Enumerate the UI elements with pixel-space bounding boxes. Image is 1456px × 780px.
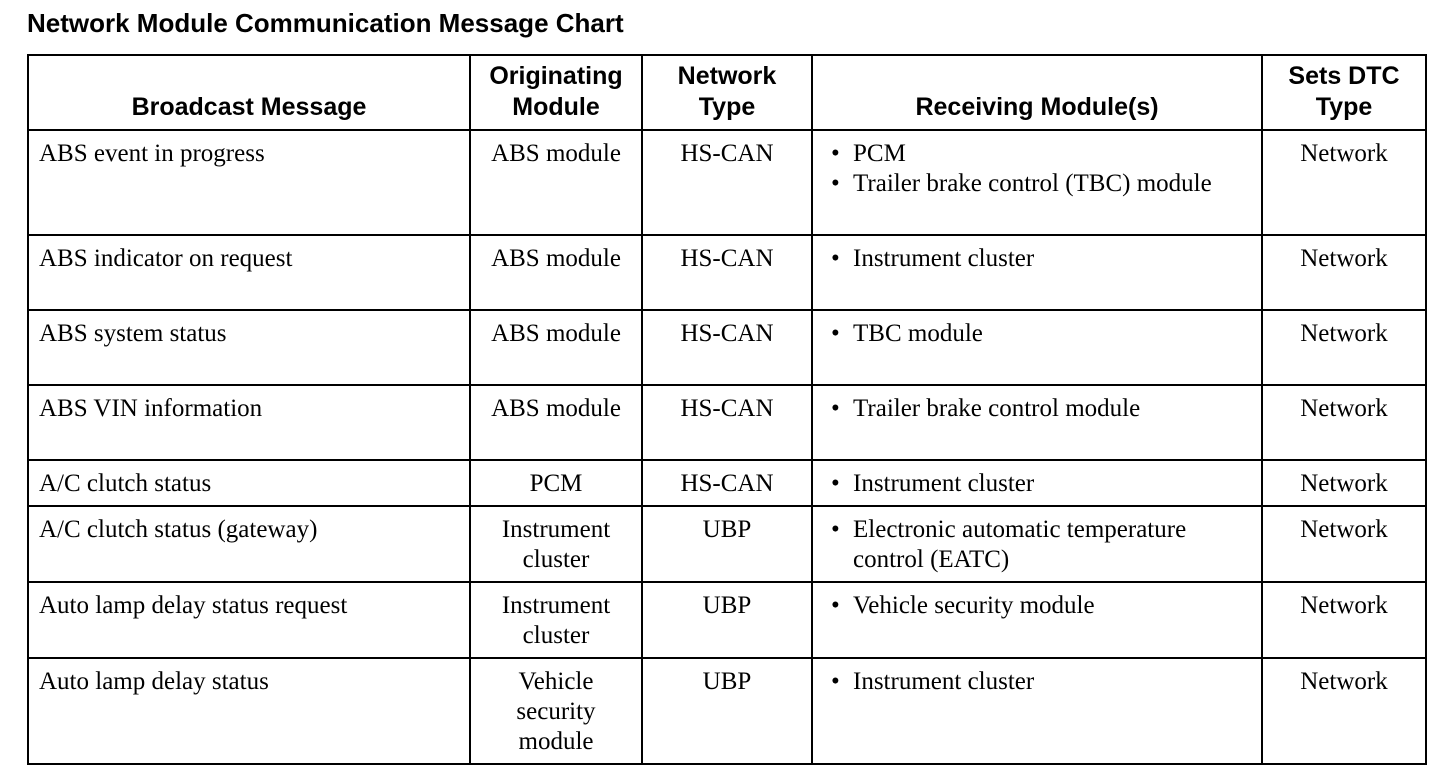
header-sets-dtc-type: Sets DTC Type — [1262, 55, 1426, 130]
cell-sets-dtc-type: Network — [1262, 506, 1426, 582]
cell-broadcast-message: ABS system status — [28, 310, 470, 385]
cell-network-type: HS-CAN — [642, 385, 812, 460]
cell-receiving-modules — [812, 130, 1262, 235]
cell-network-type: UBP — [642, 658, 812, 764]
table-row — [28, 506, 1426, 582]
table-row — [28, 130, 1426, 235]
document-title: Network Module Communication Message Chart — [27, 8, 624, 38]
cell-receiving-modules — [812, 582, 1262, 658]
cell-broadcast-message: Auto lamp delay status — [28, 658, 470, 764]
table-row — [28, 460, 1426, 506]
cell-network-type: UBP — [642, 582, 812, 658]
cell-receiving-modules — [812, 460, 1262, 506]
receiving-module-item: • Instrument cluster — [823, 667, 1251, 697]
cell-network-type: HS-CAN — [642, 310, 812, 385]
cell-receiving-modules — [812, 310, 1262, 385]
receiving-module-list — [823, 591, 1251, 621]
header-network-type: Network Type — [642, 55, 812, 130]
cell-originating-module: ABS module — [470, 235, 642, 310]
receiving-module-item: • Trailer brake control module — [823, 394, 1251, 424]
table-row — [28, 385, 1426, 460]
receiving-module-item: • Instrument cluster — [823, 469, 1251, 499]
table-row — [28, 235, 1426, 310]
cell-receiving-modules — [812, 658, 1262, 764]
receiving-module-list — [823, 394, 1251, 424]
cell-receiving-modules — [812, 385, 1262, 460]
cell-originating-module: Vehicle security module — [470, 658, 642, 764]
cell-sets-dtc-type: Network — [1262, 582, 1426, 658]
header-originating-module: Originating Module — [470, 55, 642, 130]
cell-broadcast-message: Auto lamp delay status request — [28, 582, 470, 658]
cell-broadcast-message: ABS VIN information — [28, 385, 470, 460]
cell-network-type: HS-CAN — [642, 235, 812, 310]
cell-originating-module: PCM — [470, 460, 642, 506]
table-row — [28, 310, 1426, 385]
receiving-module-item: • Vehicle security module — [823, 591, 1251, 621]
message-chart-table — [27, 54, 1427, 765]
header-row — [28, 55, 1426, 130]
table-row — [28, 658, 1426, 764]
receiving-module-item: • Electronic automatic temperature control (EATC) — [823, 515, 1251, 575]
receiving-module-list — [823, 469, 1251, 499]
cell-originating-module: ABS module — [470, 130, 642, 235]
table-body — [28, 130, 1426, 764]
cell-network-type: HS-CAN — [642, 460, 812, 506]
receiving-module-item: • TBC module — [823, 319, 1251, 349]
cell-originating-module: ABS module — [470, 310, 642, 385]
cell-sets-dtc-type: Network — [1262, 658, 1426, 764]
receiving-module-list — [823, 667, 1251, 697]
cell-receiving-modules — [812, 506, 1262, 582]
cell-originating-module: Instrument cluster — [470, 582, 642, 658]
receiving-module-item: • Instrument cluster — [823, 244, 1251, 274]
receiving-module-list — [823, 319, 1251, 349]
cell-sets-dtc-type: Network — [1262, 235, 1426, 310]
cell-sets-dtc-type: Network — [1262, 310, 1426, 385]
receiving-module-item: • PCM — [823, 139, 1251, 169]
cell-originating-module: ABS module — [470, 385, 642, 460]
cell-receiving-modules — [812, 235, 1262, 310]
cell-sets-dtc-type: Network — [1262, 130, 1426, 235]
receiving-module-list — [823, 139, 1251, 199]
receiving-module-list — [823, 244, 1251, 274]
cell-broadcast-message: ABS indicator on request — [28, 235, 470, 310]
header-receiving-modules: Receiving Module(s) — [812, 55, 1262, 130]
receiving-module-item: • Trailer brake control (TBC) module — [823, 169, 1251, 199]
header-broadcast-message: Broadcast Message — [28, 55, 470, 130]
cell-originating-module: Instrument cluster — [470, 506, 642, 582]
cell-sets-dtc-type: Network — [1262, 385, 1426, 460]
cell-broadcast-message: A/C clutch status — [28, 460, 470, 506]
cell-broadcast-message: A/C clutch status (gateway) — [28, 506, 470, 582]
receiving-module-list — [823, 515, 1251, 575]
cell-sets-dtc-type: Network — [1262, 460, 1426, 506]
table-row — [28, 582, 1426, 658]
cell-network-type: HS-CAN — [642, 130, 812, 235]
cell-broadcast-message: ABS event in progress — [28, 130, 470, 235]
cell-network-type: UBP — [642, 506, 812, 582]
